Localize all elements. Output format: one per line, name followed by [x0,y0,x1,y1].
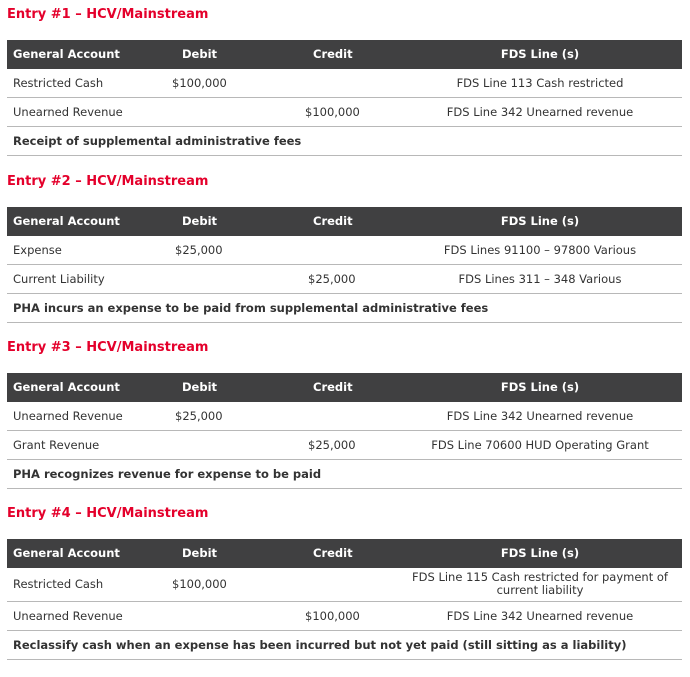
header-debit: Debit [182,214,218,228]
header-debit: Debit [182,546,218,560]
note-text: Receipt of supplemental administrative fees [13,134,302,148]
entry-note [7,631,682,660]
header-credit: Credit [313,47,353,61]
table-row [7,602,682,631]
account-cell: Grant Revenue [13,438,100,452]
account-cell: Unearned Revenue [13,609,123,623]
fds-cell: FDS Line 342 Unearned revenue [446,609,634,623]
fds-cell: FDS Line 342 Unearned revenue [446,409,634,423]
debit-cell: $25,000 [175,243,223,257]
debit-cell: $25,000 [175,409,223,423]
table-row [7,236,682,265]
table-row [7,568,682,602]
account-cell: Unearned Revenue [13,409,123,423]
debit-cell: $100,000 [172,577,227,591]
debit-cell: $100,000 [172,76,227,90]
entry-note [7,127,682,156]
header-debit: Debit [182,47,218,61]
entry-title: Entry #3 – HCV/Mainstream [7,340,209,355]
header-general-account: General Account [13,380,120,394]
header-debit: Debit [182,380,218,394]
table-row [7,265,682,294]
fds-cell: FDS Line 113 Cash restricted [456,76,624,90]
note-text: PHA recognizes revenue for expense to be paid [13,467,322,481]
header-fds-line: FDS Line (s) [500,47,580,61]
credit-cell: $25,000 [308,272,356,286]
journal-table [7,539,682,660]
journal-table [7,207,682,323]
fds-cell: FDS Line 342 Unearned revenue [446,105,634,119]
header-credit: Credit [313,546,353,560]
credit-cell: $25,000 [308,438,356,452]
table-row [7,69,682,98]
table-header [7,373,682,402]
fds-cell: FDS Line 70600 HUD Operating Grant [431,438,649,452]
entry-title: Entry #2 – HCV/Mainstream [7,174,209,189]
credit-cell: $100,000 [305,105,360,119]
note-text: Reclassify cash when an expense has been incurred but not yet paid (still sitting as a liability) [13,638,627,652]
journal-table [7,373,682,489]
table-header [7,539,682,568]
note-text: PHA incurs an expense to be paid from supplemental administrative fees [13,301,489,315]
fds-cell: FDS Lines 91100 – 97800 Various [443,243,637,257]
account-cell: Expense [13,243,62,257]
account-cell: Restricted Cash [13,577,104,591]
header-general-account: General Account [13,47,120,61]
account-cell: Restricted Cash [13,76,104,90]
header-fds-line: FDS Line (s) [500,380,580,394]
table-header [7,207,682,236]
table-row [7,402,682,431]
account-cell: Current Liability [13,272,105,286]
account-cell: Unearned Revenue [13,105,123,119]
entry-title: Entry #4 – HCV/Mainstream [7,506,209,521]
header-fds-line: FDS Line (s) [500,214,580,228]
table-row [7,98,682,127]
header-general-account: General Account [13,214,120,228]
entry-note [7,460,682,489]
header-credit: Credit [313,214,353,228]
entry-note [7,294,682,323]
table-row [7,431,682,460]
header-general-account: General Account [13,546,120,560]
fds-cell: FDS Line 115 Cash restricted for payment of current liability [412,570,668,597]
credit-cell: $100,000 [305,609,360,623]
journal-table [7,40,682,156]
fds-cell: FDS Lines 311 – 348 Various [458,272,622,286]
header-credit: Credit [313,380,353,394]
header-fds-line: FDS Line (s) [500,546,580,560]
entry-title: Entry #1 – HCV/Mainstream [7,7,209,22]
table-header [7,40,682,69]
